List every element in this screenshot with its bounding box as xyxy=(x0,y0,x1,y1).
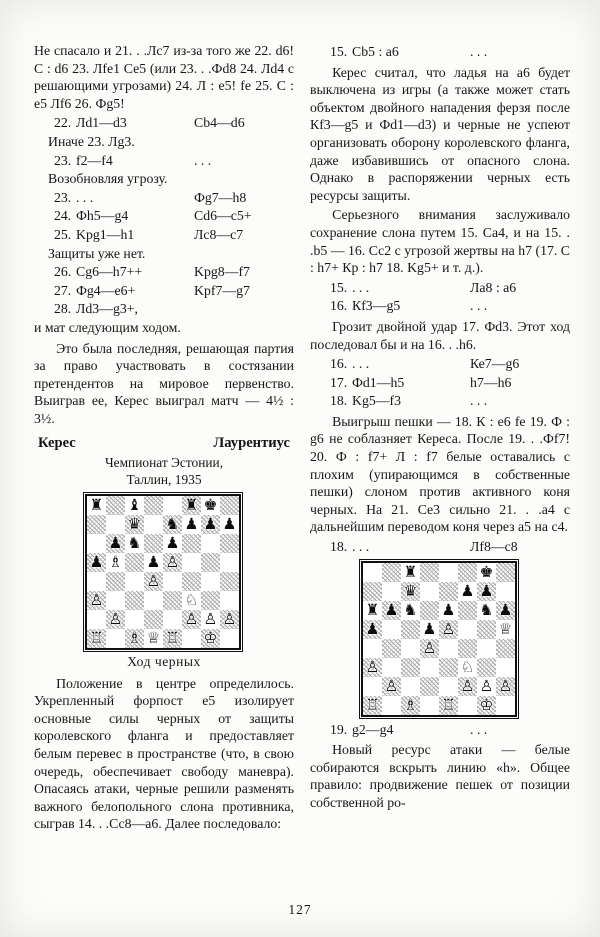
move-number: 18. xyxy=(330,539,348,555)
black-piece: ♟ xyxy=(146,553,161,572)
board-square xyxy=(144,572,163,591)
move-row xyxy=(34,300,294,319)
black-piece: ♟ xyxy=(441,600,456,619)
black-move: Ке7—g6 xyxy=(470,356,520,372)
black-piece: ♟ xyxy=(203,515,218,534)
board-square xyxy=(363,563,382,582)
board-square xyxy=(496,582,515,601)
board-square xyxy=(496,620,515,639)
board-square xyxy=(477,658,496,677)
event-line: Таллин, 1935 xyxy=(126,471,202,487)
board-square xyxy=(125,496,144,515)
paragraph-variation: Не спасало и 21. . .Лс7 из-за того же 22. d6! С : d6 23. Лfе1 Се5 (или 23. . .Фd8 24. Лd4 с решающими угрозами) 24. Л : е5! fе 25. С : е5 Лf6 26. Фg5! xyxy=(34,43,294,111)
board-square xyxy=(477,620,496,639)
white-move: . . . xyxy=(352,356,370,372)
board-square xyxy=(106,591,125,610)
chess-board xyxy=(85,494,241,650)
black-piece: ♞ xyxy=(403,600,418,619)
annotation-note: и мат следующим ходом. xyxy=(34,319,181,335)
board-square xyxy=(401,620,420,639)
white-piece: ♙ xyxy=(184,610,199,629)
black-move: Ла8 : а6 xyxy=(470,279,517,295)
black-piece: ♚ xyxy=(203,496,218,515)
board-square xyxy=(439,620,458,639)
move-list xyxy=(310,355,570,411)
move-number: 23. xyxy=(54,152,72,168)
move-list xyxy=(34,114,294,337)
move-row xyxy=(310,721,570,740)
board-square xyxy=(220,591,239,610)
black-piece: ♟ xyxy=(222,515,237,534)
white-piece: ♘ xyxy=(460,657,475,676)
white-move: . . . xyxy=(352,539,370,555)
white-piece: ♗ xyxy=(108,553,123,572)
black-move: . . . xyxy=(470,393,488,409)
board-square xyxy=(439,658,458,677)
paragraph-annotation: Керес считал, что ладья на а6 будет выключена из игры (а также может стать объектом двойного нападения ферзя после Кf3—g5 и Фd1—d3) и черные не успеют организовать оборону королевского фланга, даже избавившись от опасного слона. Однако в распоряжении черных есть ресурсы защиты. xyxy=(310,64,570,203)
move-number: 22. xyxy=(54,115,72,131)
move-number: 24. xyxy=(54,208,72,224)
game-header xyxy=(38,435,290,453)
board-square xyxy=(363,677,382,696)
board-square xyxy=(182,515,201,534)
board-square xyxy=(477,677,496,696)
board-square xyxy=(87,591,106,610)
board-square xyxy=(182,496,201,515)
board-square xyxy=(201,629,220,648)
board-square xyxy=(144,534,163,553)
white-piece: ♕ xyxy=(146,629,161,648)
board-square xyxy=(144,629,163,648)
board-square xyxy=(182,591,201,610)
move-row xyxy=(310,355,570,374)
board-square xyxy=(220,629,239,648)
board-square xyxy=(106,496,125,515)
board-square xyxy=(220,610,239,629)
black-player-name: Лаурентиус xyxy=(213,435,290,452)
board-square xyxy=(477,696,496,715)
board-square xyxy=(382,582,401,601)
board-square xyxy=(458,582,477,601)
board-square xyxy=(458,601,477,620)
white-piece: ♙ xyxy=(460,676,475,695)
white-piece: ♖ xyxy=(365,695,380,714)
board-square xyxy=(201,572,220,591)
board-square xyxy=(125,591,144,610)
board-square xyxy=(382,658,401,677)
board-square xyxy=(439,696,458,715)
board-square xyxy=(477,601,496,620)
black-move: Cb4—d6 xyxy=(194,115,245,131)
board-square xyxy=(106,572,125,591)
white-move: g2—g4 xyxy=(352,721,394,737)
move-number: 26. xyxy=(54,264,72,280)
board-square xyxy=(144,496,163,515)
move-list xyxy=(310,538,570,557)
white-piece: ♙ xyxy=(89,591,104,610)
board-square xyxy=(201,496,220,515)
black-piece: ♟ xyxy=(184,515,199,534)
board-square xyxy=(220,496,239,515)
board-square xyxy=(106,629,125,648)
move-row xyxy=(34,189,294,208)
board-square xyxy=(363,601,382,620)
white-player-name: Керес xyxy=(38,435,76,452)
board-square xyxy=(87,496,106,515)
board-square xyxy=(87,610,106,629)
white-move: Cg6—h7++ xyxy=(76,264,143,280)
board-square xyxy=(458,563,477,582)
board-square xyxy=(182,534,201,553)
annotation-note: Возобновляя угрозу. xyxy=(48,171,168,187)
board-square xyxy=(87,534,106,553)
black-move: Лf8—с8 xyxy=(470,539,518,555)
board-square xyxy=(87,572,106,591)
board-square xyxy=(220,553,239,572)
white-move: . . . xyxy=(352,279,370,295)
move-number: 25. xyxy=(54,226,72,242)
white-piece: ♙ xyxy=(422,638,437,657)
board-square xyxy=(420,601,439,620)
move-row xyxy=(34,114,294,133)
white-piece: ♔ xyxy=(203,629,218,648)
annotation-note: Иначе 23. Лg3. xyxy=(48,133,135,149)
black-piece: ♜ xyxy=(403,562,418,581)
black-piece: ♞ xyxy=(127,534,142,553)
black-piece: ♟ xyxy=(422,619,437,638)
move-row xyxy=(310,374,570,393)
move-row xyxy=(34,282,294,301)
black-move: Kpg8—f7 xyxy=(194,264,250,280)
black-move: . . . xyxy=(470,298,488,314)
board-square xyxy=(496,696,515,715)
board-square xyxy=(163,553,182,572)
paragraph-match-result: Это была последняя, решающая партия за право участвовать в состязании претендентов на мировое первенство. Выиграв ее, Керес выиграл матч — 4½ : 3½. xyxy=(34,340,294,426)
move-number: 27. xyxy=(54,282,72,298)
white-piece: ♖ xyxy=(441,695,456,714)
board-square xyxy=(163,534,182,553)
white-piece: ♙ xyxy=(498,676,513,695)
white-piece: ♘ xyxy=(184,591,199,610)
white-piece: ♙ xyxy=(384,676,399,695)
paragraph-position-analysis: Положение в центре определилось. Укрепленный форпост е5 изолирует основные силы черных от защиты королевского фланга и предоставляет белым перевес в пространстве (что, в свою очередь, обеспечивает свободу маневра). Опасаясь атаки, черные решили разменять важного белопольного слона противника, сыграв 14. . .Сс8—а6. Далее последовало: xyxy=(34,675,294,832)
board-square xyxy=(458,658,477,677)
white-move: Kpg1—h1 xyxy=(76,226,135,242)
board-square xyxy=(363,620,382,639)
board-square xyxy=(144,591,163,610)
board-square xyxy=(163,496,182,515)
board-square xyxy=(201,553,220,572)
board-square xyxy=(87,629,106,648)
board-square xyxy=(163,591,182,610)
move-row xyxy=(310,43,570,62)
board-square xyxy=(382,677,401,696)
board-square xyxy=(125,610,144,629)
board-square xyxy=(106,534,125,553)
black-move: . . . xyxy=(194,152,212,168)
board-square xyxy=(458,639,477,658)
move-number: 15. xyxy=(330,44,348,59)
board-square xyxy=(363,639,382,658)
white-piece: ♖ xyxy=(165,629,180,648)
board-square xyxy=(458,620,477,639)
white-piece: ♕ xyxy=(498,619,513,638)
board-square xyxy=(496,563,515,582)
board-square xyxy=(163,610,182,629)
black-piece: ♟ xyxy=(89,553,104,572)
black-piece: ♜ xyxy=(365,600,380,619)
black-piece: ♚ xyxy=(479,562,494,581)
black-piece: ♟ xyxy=(460,581,475,600)
move-number: 23. xyxy=(54,189,72,205)
board-square xyxy=(439,639,458,658)
board-square xyxy=(477,582,496,601)
move-row xyxy=(310,392,570,411)
white-move: Лd3—g3+, xyxy=(76,301,138,317)
board-square xyxy=(439,677,458,696)
white-piece: ♖ xyxy=(89,629,104,648)
board-square xyxy=(496,658,515,677)
board-square xyxy=(106,610,125,629)
move-row xyxy=(310,279,570,298)
black-move: . . . xyxy=(470,44,488,59)
black-piece: ♛ xyxy=(127,515,142,534)
move-row xyxy=(34,263,294,282)
white-move: Лd1—d3 xyxy=(76,115,127,131)
board-square xyxy=(382,639,401,658)
event-block xyxy=(34,455,294,488)
board-square xyxy=(420,696,439,715)
board-square xyxy=(201,610,220,629)
board-square xyxy=(87,553,106,572)
black-move: h7—h6 xyxy=(470,374,512,390)
board-square xyxy=(125,553,144,572)
board-square xyxy=(182,610,201,629)
black-move xyxy=(194,300,294,319)
black-piece: ♛ xyxy=(403,581,418,600)
board-square xyxy=(125,534,144,553)
board-square xyxy=(420,582,439,601)
paragraph-annotation: Грозит двойной удар 17. Фd3. Этот ход последовал бы и на 16. . .h6. xyxy=(310,318,570,352)
black-piece: ♜ xyxy=(89,496,104,515)
black-move: Cd6—c5+ xyxy=(194,208,252,224)
black-move: . . . xyxy=(470,721,488,737)
move-list xyxy=(310,43,570,62)
board-square xyxy=(382,696,401,715)
right-column xyxy=(310,42,570,835)
board-square xyxy=(201,534,220,553)
white-piece: ♙ xyxy=(146,572,161,591)
board-square xyxy=(401,696,420,715)
white-move: Cb5 : а6 xyxy=(352,44,399,59)
move-list xyxy=(310,279,570,316)
move-number: 15. xyxy=(330,279,348,295)
board-square xyxy=(401,582,420,601)
move-number: 18. xyxy=(330,393,348,409)
move-list xyxy=(310,721,570,740)
board-square xyxy=(220,515,239,534)
event-line: Чемпионат Эстонии, xyxy=(104,455,224,471)
white-move: Фg4—е6+ xyxy=(76,282,136,298)
board-square xyxy=(363,582,382,601)
black-move: Лс8—с7 xyxy=(194,226,244,242)
move-number: 19. xyxy=(330,721,348,737)
page-number: 127 xyxy=(288,902,312,918)
board-square xyxy=(458,677,477,696)
board-square xyxy=(363,658,382,677)
black-piece: ♟ xyxy=(365,619,380,638)
board-square xyxy=(106,515,125,534)
board-square xyxy=(401,563,420,582)
board-square xyxy=(382,601,401,620)
move-number: 28. xyxy=(54,301,72,317)
paragraph-annotation: Серьезного внимания заслуживало сохранение слона путем 15. Са4, и на 15. . .b5 — 16. Сс2 с угрозой жертвы на h7 (17. С : h7+ Кр : h7 18. Kg5+ и т. д.). xyxy=(310,207,570,276)
move-row xyxy=(34,207,294,226)
board-square xyxy=(125,572,144,591)
white-move: Kg5—f3 xyxy=(352,393,402,409)
black-piece: ♟ xyxy=(498,600,513,619)
paragraph-annotation: Новый ресурс атаки — белые собираются вскрыть линию «h». Общее правило: продвижение пешек от позиции собственной ро- xyxy=(310,742,570,810)
chess-board xyxy=(361,561,517,717)
white-move: Фd1—h5 xyxy=(352,374,405,390)
board-square xyxy=(401,658,420,677)
white-piece: ♙ xyxy=(165,553,180,572)
move-row xyxy=(310,538,570,557)
move-row xyxy=(34,152,294,171)
white-piece: ♗ xyxy=(127,629,142,648)
board-square xyxy=(420,563,439,582)
white-piece: ♙ xyxy=(479,676,494,695)
board-square xyxy=(382,620,401,639)
black-piece: ♟ xyxy=(479,581,494,600)
chess-diagram-2 xyxy=(361,561,519,717)
chess-diagram-1 xyxy=(85,494,243,671)
board-square xyxy=(144,610,163,629)
board-square xyxy=(401,677,420,696)
board-square xyxy=(163,629,182,648)
board-square xyxy=(144,553,163,572)
white-piece: ♙ xyxy=(203,610,218,629)
board-square xyxy=(439,601,458,620)
white-move: . . . xyxy=(76,189,94,205)
board-square xyxy=(477,563,496,582)
black-piece: ♟ xyxy=(108,534,123,553)
white-piece: ♗ xyxy=(403,695,418,714)
board-square xyxy=(382,563,401,582)
move-number: 17. xyxy=(330,374,348,390)
board-square xyxy=(420,658,439,677)
board-square xyxy=(220,572,239,591)
board-square xyxy=(420,677,439,696)
board-square xyxy=(182,629,201,648)
board-square xyxy=(496,601,515,620)
board-square xyxy=(201,515,220,534)
move-number: 16. xyxy=(330,298,348,314)
paragraph-annotation: Выигрыш пешки — 18. К : е6 fе 19. Ф : g6 не соблазняет Кереса. После 19. . .Фf7! 20. Ф : f7+ Л : f7 белые оставались с плохим (упирающимся в собственные пешки) слоном против активного коня черных. На 21. Се3 сильно 21. . .а4 с дальнейшим переводом коня через а5 на с4. xyxy=(310,413,570,535)
black-piece: ♟ xyxy=(384,600,399,619)
board-square xyxy=(439,563,458,582)
black-piece: ♝ xyxy=(127,496,142,515)
board-square xyxy=(477,639,496,658)
black-move: Фg7—h8 xyxy=(194,189,247,205)
board-square xyxy=(458,696,477,715)
board-square xyxy=(363,696,382,715)
board-square xyxy=(144,515,163,534)
black-piece: ♞ xyxy=(165,515,180,534)
black-piece: ♞ xyxy=(479,600,494,619)
board-square xyxy=(182,553,201,572)
white-move: f2—f4 xyxy=(76,152,113,168)
board-square xyxy=(420,639,439,658)
annotation-note: Защиты уже нет. xyxy=(48,245,146,261)
board-square xyxy=(439,582,458,601)
move-row xyxy=(34,226,294,245)
board-square xyxy=(401,601,420,620)
move-number: 16. xyxy=(330,356,348,372)
board-square xyxy=(201,591,220,610)
board-square xyxy=(106,553,125,572)
move-row xyxy=(310,297,570,316)
board-square xyxy=(496,639,515,658)
diagram-caption: Ход черных xyxy=(127,654,201,670)
board-square xyxy=(220,534,239,553)
board-square xyxy=(182,572,201,591)
white-move: Фh5—g4 xyxy=(76,208,129,224)
white-move: Кf3—g5 xyxy=(352,298,401,314)
board-square xyxy=(401,639,420,658)
left-column xyxy=(34,42,294,835)
white-piece: ♙ xyxy=(441,619,456,638)
board-square xyxy=(420,620,439,639)
white-piece: ♙ xyxy=(108,610,123,629)
white-piece: ♙ xyxy=(365,657,380,676)
black-piece: ♟ xyxy=(165,534,180,553)
board-square xyxy=(125,515,144,534)
white-piece: ♙ xyxy=(222,610,237,629)
board-square xyxy=(87,515,106,534)
board-square xyxy=(125,629,144,648)
black-piece: ♜ xyxy=(184,496,199,515)
white-piece: ♔ xyxy=(479,695,494,714)
board-square xyxy=(163,515,182,534)
board-square xyxy=(163,572,182,591)
black-move: Kpf7—g7 xyxy=(194,282,250,298)
board-square xyxy=(496,677,515,696)
